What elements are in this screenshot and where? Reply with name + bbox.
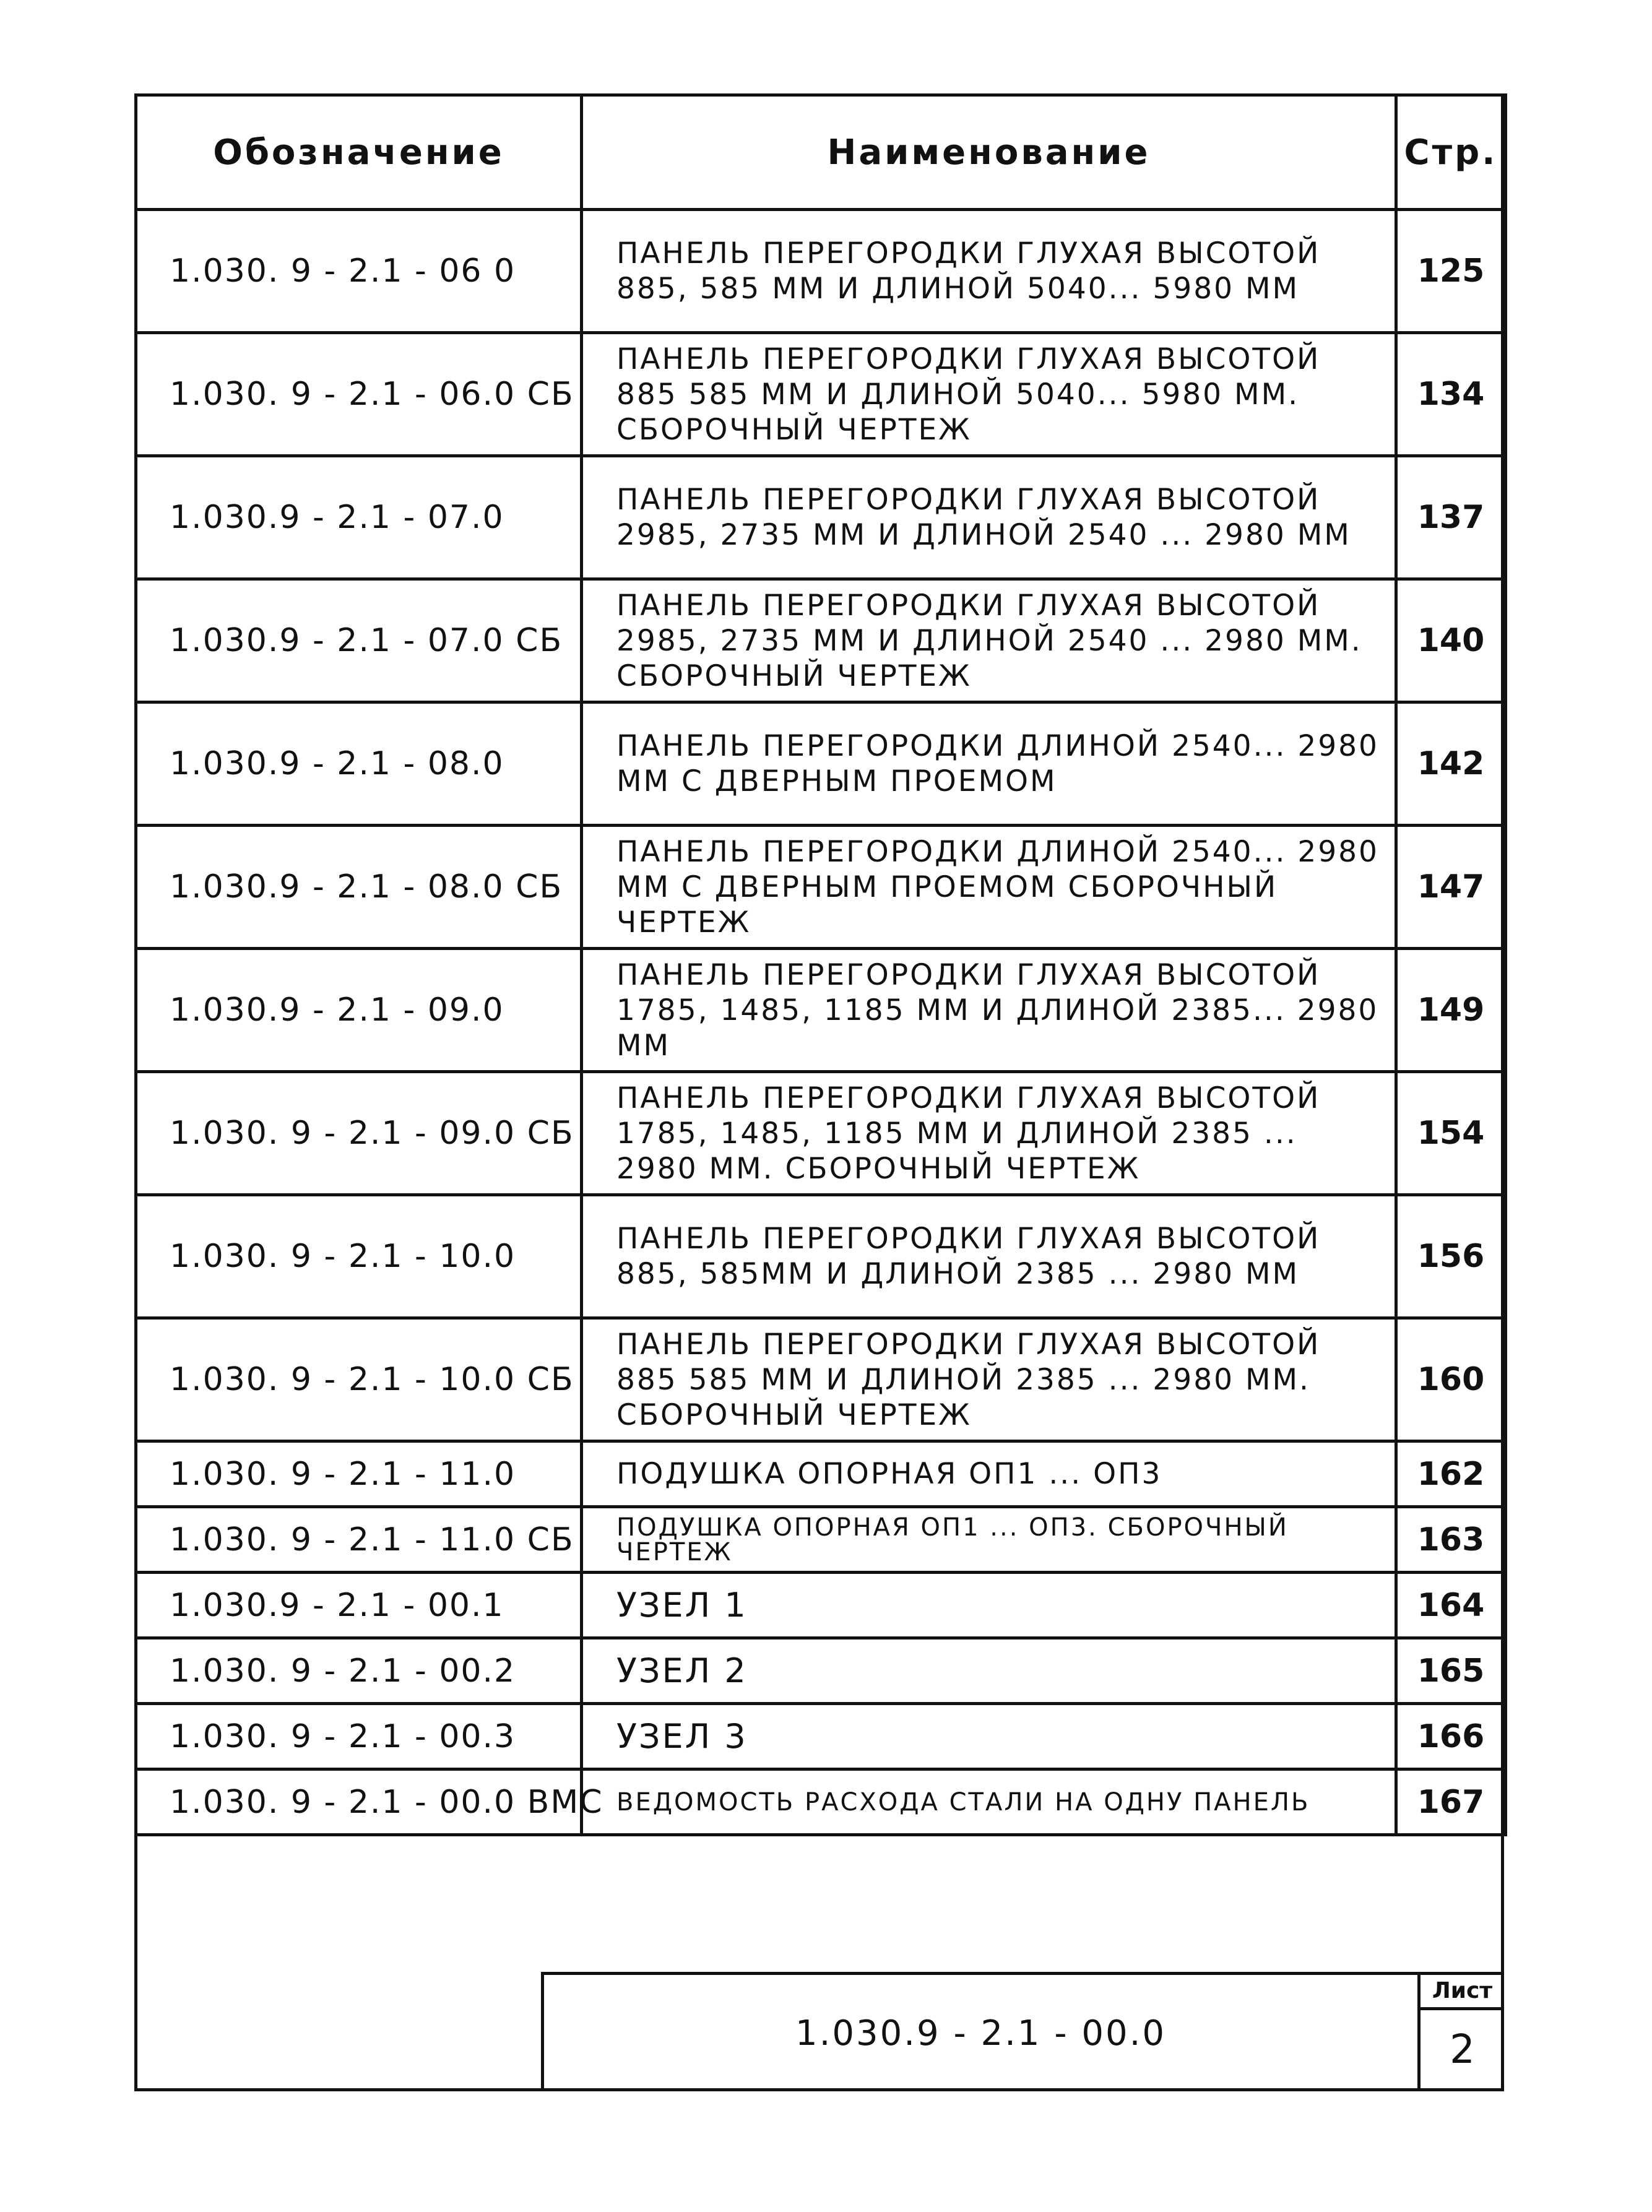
row-name: ПОДУШКА ОПОРНАЯ ОП1 ... ОП3 [582,1441,1396,1507]
row-page: 156 [1396,1195,1506,1318]
row-page: 137 [1396,456,1506,579]
row-page: 142 [1396,702,1506,826]
row-code: 1.030. 9 - 2.1 - 06.0 СБ [136,333,582,456]
row-name: ПАНЕЛЬ ПЕРЕГОРОДКИ ГЛУХАЯ ВЫСОТОЙ 885, 585 ММ И ДЛИНОЙ 5040... 5980 ММ [582,210,1396,333]
sheet-number-box [1417,1975,1504,2091]
row-name: ПОДУШКА ОПОРНАЯ ОП1 ... ОП3. СБОРОЧНЫЙ ЧЕРТЕЖ [582,1507,1396,1573]
table-row [136,1704,1506,1769]
row-code: 1.030. 9 - 2.1 - 09.0 СБ [136,1072,582,1195]
table-row [136,1195,1506,1318]
table-row [136,1441,1506,1507]
row-code: 1.030. 9 - 2.1 - 10.0 [136,1195,582,1318]
row-name: ПАНЕЛЬ ПЕРЕГОРОДКИ ГЛУХАЯ ВЫСОТОЙ 885 585 ММ И ДЛИНОЙ 5040... 5980 ММ. СБОРОЧНЫЙ ЧЕРТЕЖ [582,333,1396,456]
row-name: УЗЕЛ 3 [582,1704,1396,1769]
table-row [136,1769,1506,1835]
row-code: 1.030. 9 - 2.1 - 11.0 СБ [136,1507,582,1573]
table-row [136,1318,1506,1441]
row-name: ВЕДОМОСТЬ РАСХОДА СТАЛИ НА ОДНУ ПАНЕЛЬ [582,1769,1396,1835]
row-page: 166 [1396,1704,1506,1769]
table-header-row [136,95,1506,210]
row-code: 1.030. 9 - 2.1 - 00.3 [136,1704,582,1769]
table-row [136,1072,1506,1195]
row-code: 1.030.9 - 2.1 - 08.0 [136,702,582,826]
row-page: 154 [1396,1072,1506,1195]
row-code: 1.030.9 - 2.1 - 07.0 [136,456,582,579]
row-page: 134 [1396,333,1506,456]
row-name: ПАНЕЛЬ ПЕРЕГОРОДКИ ГЛУХАЯ ВЫСОТОЙ 1785, 1485, 1185 ММ И ДЛИНОЙ 2385... 2980 ММ [582,949,1396,1072]
row-code: 1.030. 9 - 2.1 - 00.2 [136,1638,582,1704]
document-code: 1.030.9 - 2.1 - 00.0 [795,2013,1167,2054]
header-code: Обозначение [136,95,582,210]
table-row [136,333,1506,456]
title-block [541,1972,1504,2091]
row-page: 165 [1396,1638,1506,1704]
row-page: 140 [1396,579,1506,702]
table-row [136,1638,1506,1704]
row-code: 1.030. 9 - 2.1 - 11.0 [136,1441,582,1507]
row-page: 147 [1396,826,1506,949]
header-page: Стр. [1396,95,1506,210]
row-page: 162 [1396,1441,1506,1507]
row-name: ПАНЕЛЬ ПЕРЕГОРОДКИ ДЛИНОЙ 2540... 2980 ММ С ДВЕРНЫМ ПРОЕМОМ [582,702,1396,826]
row-code: 1.030.9 - 2.1 - 00.1 [136,1573,582,1638]
table-row [136,456,1506,579]
row-code: 1.030. 9 - 2.1 - 10.0 СБ [136,1318,582,1441]
table-row [136,949,1506,1072]
table-row [136,1507,1506,1573]
row-name: ПАНЕЛЬ ПЕРЕГОРОДКИ ГЛУХАЯ ВЫСОТОЙ 885 585 ММ И ДЛИНОЙ 2385 ... 2980 ММ. СБОРОЧНЫЙ ЧЕРТЕЖ [582,1318,1396,1441]
table-row [136,702,1506,826]
row-code: 1.030.9 - 2.1 - 07.0 СБ [136,579,582,702]
row-page: 149 [1396,949,1506,1072]
sheet-number: 2 [1450,2027,1475,2073]
table-row [136,210,1506,333]
row-page: 164 [1396,1573,1506,1638]
row-name: ПАНЕЛЬ ПЕРЕГОРОДКИ ГЛУХАЯ ВЫСОТОЙ 2985, 2735 ММ И ДЛИНОЙ 2540 ... 2980 ММ [582,456,1396,579]
row-page: 125 [1396,210,1506,333]
sheet-label: Лист [1421,1975,1504,2010]
row-page: 167 [1396,1769,1506,1835]
row-page: 160 [1396,1318,1506,1441]
row-name: ПАНЕЛЬ ПЕРЕГОРОДКИ ГЛУХАЯ ВЫСОТОЙ 885, 585ММ И ДЛИНОЙ 2385 ... 2980 ММ [582,1195,1396,1318]
row-page: 163 [1396,1507,1506,1573]
table-row [136,579,1506,702]
row-code: 1.030.9 - 2.1 - 09.0 [136,949,582,1072]
row-name: УЗЕЛ 2 [582,1638,1396,1704]
row-code: 1.030.9 - 2.1 - 08.0 СБ [136,826,582,949]
table-row [136,1573,1506,1638]
contents-table [134,93,1507,1836]
header-name: Наименование [582,95,1396,210]
row-name: ПАНЕЛЬ ПЕРЕГОРОДКИ ГЛУХАЯ ВЫСОТОЙ 1785, 1485, 1185 ММ И ДЛИНОЙ 2385 ... 2980 ММ. СБОРОЧНЫЙ ЧЕРТЕЖ [582,1072,1396,1195]
row-name: ПАНЕЛЬ ПЕРЕГОРОДКИ ГЛУХАЯ ВЫСОТОЙ 2985, 2735 ММ И ДЛИНОЙ 2540 ... 2980 ММ. СБОРОЧНЫЙ ЧЕРТЕЖ [582,579,1396,702]
row-name: ПАНЕЛЬ ПЕРЕГОРОДКИ ДЛИНОЙ 2540... 2980 ММ С ДВЕРНЫМ ПРОЕМОМ СБОРОЧНЫЙ ЧЕРТЕЖ [582,826,1396,949]
row-code: 1.030. 9 - 2.1 - 00.0 ВМС [136,1769,582,1835]
table-row [136,826,1506,949]
row-name: УЗЕЛ 1 [582,1573,1396,1638]
row-code: 1.030. 9 - 2.1 - 06 0 [136,210,582,333]
